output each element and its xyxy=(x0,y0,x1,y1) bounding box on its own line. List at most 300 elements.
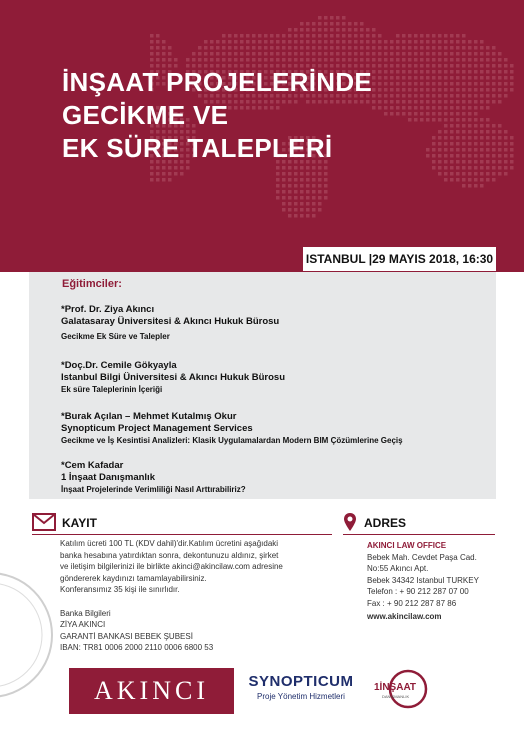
trainer-entry xyxy=(61,411,403,447)
map-dot xyxy=(480,148,484,152)
title-line-1: İNŞAAT PROJELERİNDE xyxy=(62,67,373,97)
map-dot xyxy=(450,34,454,38)
map-dot xyxy=(324,178,328,182)
map-dot xyxy=(468,142,472,146)
map-dot xyxy=(438,52,442,56)
map-dot xyxy=(342,28,346,32)
map-dot xyxy=(504,142,508,146)
map-dot xyxy=(468,58,472,62)
map-dot xyxy=(480,124,484,128)
trainer-name: *Doç.Dr. Cemile Gökyayla xyxy=(61,360,177,371)
map-dot xyxy=(288,196,292,200)
map-dot xyxy=(426,58,430,62)
map-dot xyxy=(384,52,388,56)
map-dot xyxy=(378,58,382,62)
map-dot xyxy=(282,40,286,44)
map-dot xyxy=(336,16,340,20)
map-dot xyxy=(462,130,466,134)
map-dot xyxy=(498,64,502,68)
map-dot xyxy=(342,40,346,44)
map-dot xyxy=(312,52,316,56)
map-dot xyxy=(324,58,328,62)
map-dot xyxy=(462,124,466,128)
map-dot xyxy=(306,190,310,194)
registration-line: Katılım ücreti 100 TL (KDV dahil)'dir.Katılım ücretini aşağıdaki xyxy=(60,539,279,548)
map-dot xyxy=(258,46,262,50)
map-dot xyxy=(300,190,304,194)
map-dot xyxy=(228,40,232,44)
map-dot xyxy=(324,22,328,26)
map-dot xyxy=(408,106,412,110)
map-dot xyxy=(486,94,490,98)
map-dot xyxy=(372,28,376,32)
map-dot xyxy=(318,184,322,188)
map-dot xyxy=(318,196,322,200)
website-link[interactable]: www.akincilaw.com xyxy=(367,612,442,621)
map-dot xyxy=(480,106,484,110)
map-dot xyxy=(300,40,304,44)
map-dot xyxy=(168,52,172,56)
map-dot xyxy=(450,82,454,86)
trainer-institution: Synopticum Project Management Services xyxy=(61,423,253,434)
map-dot xyxy=(480,52,484,56)
map-dot xyxy=(342,52,346,56)
map-dot xyxy=(402,88,406,92)
map-dot xyxy=(414,70,418,74)
title-line-3: EK SÜRE TALEPLERİ xyxy=(62,133,333,163)
map-dot xyxy=(480,184,484,188)
map-dot xyxy=(360,58,364,62)
map-dot xyxy=(384,58,388,62)
map-dot xyxy=(426,88,430,92)
insaat-logo-subtitle: DANIŞMANLIK xyxy=(382,694,410,699)
map-dot xyxy=(510,70,514,74)
map-dot xyxy=(312,172,316,176)
map-dot xyxy=(462,166,466,170)
map-dot xyxy=(408,34,412,38)
map-dot xyxy=(438,148,442,152)
map-dot xyxy=(438,46,442,50)
trainer-entry xyxy=(61,360,285,396)
map-dot xyxy=(504,130,508,134)
map-dot xyxy=(222,46,226,50)
map-dot xyxy=(480,154,484,158)
map-dot xyxy=(510,64,514,68)
map-dot xyxy=(408,112,412,116)
map-dot xyxy=(420,52,424,56)
map-dot xyxy=(354,28,358,32)
map-dot xyxy=(360,28,364,32)
map-dot xyxy=(246,34,250,38)
map-dot xyxy=(318,34,322,38)
map-dot xyxy=(456,124,460,128)
map-dot xyxy=(432,70,436,74)
map-dot xyxy=(378,46,382,50)
map-dot xyxy=(432,154,436,158)
map-dot xyxy=(468,76,472,80)
map-dot xyxy=(402,94,406,98)
map-dot xyxy=(438,64,442,68)
map-dot xyxy=(420,76,424,80)
map-dot xyxy=(264,46,268,50)
map-dot xyxy=(498,130,502,134)
title-line-2: GECİKME VE xyxy=(62,100,229,130)
map-dot xyxy=(450,172,454,176)
map-dot xyxy=(300,46,304,50)
map-dot xyxy=(492,148,496,152)
map-dot xyxy=(246,46,250,50)
map-dot xyxy=(450,130,454,134)
map-dot xyxy=(498,94,502,98)
map-dot xyxy=(402,34,406,38)
map-dot xyxy=(438,94,442,98)
map-dot xyxy=(330,22,334,26)
address-heading: ADRES xyxy=(364,516,407,530)
map-dot xyxy=(204,58,208,62)
map-dot xyxy=(360,46,364,50)
map-dot xyxy=(210,58,214,62)
map-dot xyxy=(486,52,490,56)
map-dot xyxy=(306,196,310,200)
map-dot xyxy=(294,184,298,188)
map-dot xyxy=(306,166,310,170)
map-dot xyxy=(300,184,304,188)
map-dot xyxy=(480,58,484,62)
map-dot xyxy=(318,28,322,32)
map-dot xyxy=(150,40,154,44)
map-dot xyxy=(486,166,490,170)
map-dot xyxy=(300,202,304,206)
map-dot xyxy=(480,40,484,44)
map-dot xyxy=(432,106,436,110)
map-dot xyxy=(438,160,442,164)
map-dot xyxy=(306,28,310,32)
map-dot xyxy=(348,52,352,56)
map-dot xyxy=(474,100,478,104)
trainer-topic: Ek süre Taleplerinin İçeriği xyxy=(61,385,163,394)
map-dot xyxy=(468,70,472,74)
map-dot xyxy=(414,52,418,56)
map-dot xyxy=(456,172,460,176)
map-dot xyxy=(480,136,484,140)
map-dot xyxy=(486,124,490,128)
map-dot xyxy=(444,34,448,38)
map-dot xyxy=(450,70,454,74)
map-dot xyxy=(432,76,436,80)
map-dot xyxy=(288,46,292,50)
map-dot xyxy=(198,46,202,50)
map-dot xyxy=(294,46,298,50)
map-dot xyxy=(474,70,478,74)
map-dot xyxy=(480,166,484,170)
map-dot xyxy=(456,34,460,38)
map-dot xyxy=(438,112,442,116)
map-dot xyxy=(510,88,514,92)
map-dot xyxy=(498,124,502,128)
map-dot xyxy=(402,82,406,86)
map-dot xyxy=(486,154,490,158)
map-dot xyxy=(474,148,478,152)
akinci-logo: AKINCI xyxy=(69,668,234,714)
map-dot xyxy=(288,208,292,212)
map-dot xyxy=(462,64,466,68)
map-dot xyxy=(468,46,472,50)
map-dot xyxy=(246,58,250,62)
map-dot xyxy=(270,40,274,44)
map-dot xyxy=(450,52,454,56)
map-dot xyxy=(450,124,454,128)
map-dot xyxy=(216,52,220,56)
map-dot xyxy=(426,40,430,44)
map-dot xyxy=(474,160,478,164)
map-dot xyxy=(432,142,436,146)
map-dot xyxy=(456,118,460,122)
map-dot xyxy=(240,40,244,44)
map-dot xyxy=(450,40,454,44)
map-dot xyxy=(306,34,310,38)
map-dot xyxy=(420,94,424,98)
map-dot xyxy=(432,88,436,92)
map-dot xyxy=(426,112,430,116)
registration-line: ve iletişim bilgilerinizi ile birlikte akinci@akincilaw.com adresine xyxy=(60,562,283,571)
map-dot xyxy=(198,58,202,62)
map-dot xyxy=(234,34,238,38)
map-dot xyxy=(270,58,274,62)
map-dot xyxy=(156,40,160,44)
event-date: ISTANBUL |29 MAYIS 2018, 16:30 xyxy=(303,247,496,271)
map-dot xyxy=(438,142,442,146)
map-dot xyxy=(312,184,316,188)
map-dot xyxy=(414,106,418,110)
map-dot xyxy=(192,52,196,56)
map-dot xyxy=(408,82,412,86)
map-dot xyxy=(294,166,298,170)
location-pin-icon xyxy=(343,512,357,532)
map-dot xyxy=(468,184,472,188)
map-dot xyxy=(228,58,232,62)
map-dot xyxy=(390,40,394,44)
map-dot xyxy=(486,70,490,74)
map-dot xyxy=(432,64,436,68)
map-dot xyxy=(168,172,172,176)
map-dot xyxy=(276,58,280,62)
map-dot xyxy=(462,82,466,86)
map-dot xyxy=(390,70,394,74)
map-dot xyxy=(222,52,226,56)
map-dot xyxy=(360,34,364,38)
map-dot xyxy=(246,52,250,56)
map-dot xyxy=(252,34,256,38)
map-dot xyxy=(510,154,514,158)
map-dot xyxy=(354,40,358,44)
map-dot xyxy=(402,46,406,50)
map-dot xyxy=(234,58,238,62)
map-dot xyxy=(390,106,394,110)
map-dot xyxy=(294,214,298,218)
map-dot xyxy=(456,82,460,86)
map-dot xyxy=(408,70,412,74)
map-dot xyxy=(468,112,472,116)
map-dot xyxy=(450,112,454,116)
map-dot xyxy=(276,196,280,200)
trainers-panel xyxy=(29,272,496,499)
map-dot xyxy=(480,118,484,122)
map-dot xyxy=(336,52,340,56)
map-dot xyxy=(318,52,322,56)
map-dot xyxy=(510,148,514,152)
map-dot xyxy=(444,76,448,80)
map-dot xyxy=(432,136,436,140)
map-dot xyxy=(402,40,406,44)
map-dot xyxy=(444,106,448,110)
map-dot xyxy=(384,82,388,86)
map-dot xyxy=(156,166,160,170)
map-dot xyxy=(336,46,340,50)
map-dot xyxy=(450,46,454,50)
map-dot xyxy=(462,112,466,116)
map-dot xyxy=(168,166,172,170)
map-dot xyxy=(336,58,340,62)
map-dot xyxy=(228,52,232,56)
map-dot xyxy=(252,46,256,50)
map-dot xyxy=(408,88,412,92)
map-dot xyxy=(450,118,454,122)
map-dot xyxy=(348,34,352,38)
map-dot xyxy=(294,190,298,194)
map-dot xyxy=(312,208,316,212)
address-block xyxy=(367,540,507,623)
map-dot xyxy=(504,94,508,98)
map-dot xyxy=(420,118,424,122)
map-dot xyxy=(456,76,460,80)
map-dot xyxy=(396,100,400,104)
map-dot xyxy=(318,172,322,176)
map-dot xyxy=(366,34,370,38)
map-dot xyxy=(318,166,322,170)
map-dot xyxy=(468,40,472,44)
map-dot xyxy=(450,58,454,62)
map-dot xyxy=(306,52,310,56)
map-dot xyxy=(264,58,268,62)
map-dot xyxy=(348,46,352,50)
map-dot xyxy=(360,40,364,44)
map-dot xyxy=(294,178,298,182)
map-dot xyxy=(276,178,280,182)
map-dot xyxy=(366,28,370,32)
map-dot xyxy=(450,136,454,140)
map-dot xyxy=(288,34,292,38)
map-dot xyxy=(174,58,178,62)
map-dot xyxy=(444,100,448,104)
map-dot xyxy=(372,58,376,62)
map-dot xyxy=(456,178,460,182)
map-dot xyxy=(396,76,400,80)
map-dot xyxy=(324,52,328,56)
map-dot xyxy=(390,46,394,50)
map-dot xyxy=(498,136,502,140)
map-dot xyxy=(162,40,166,44)
map-dot xyxy=(432,112,436,116)
map-dot xyxy=(444,148,448,152)
map-dot xyxy=(198,52,202,56)
map-dot xyxy=(480,142,484,146)
map-dot xyxy=(156,46,160,50)
map-dot xyxy=(312,40,316,44)
map-dot xyxy=(258,58,262,62)
hero-banner xyxy=(0,0,524,272)
registration-line: banka hesabına yatırdıktan sonra, dekontunuzu aldınız, şirket xyxy=(60,550,279,560)
map-dot xyxy=(372,76,376,80)
map-dot xyxy=(306,46,310,50)
map-dot xyxy=(462,40,466,44)
map-dot xyxy=(414,94,418,98)
map-dot xyxy=(270,46,274,50)
map-dot xyxy=(420,106,424,110)
map-dot xyxy=(162,58,166,62)
map-dot xyxy=(288,178,292,182)
map-dot xyxy=(420,64,424,68)
map-dot xyxy=(486,76,490,80)
map-dot xyxy=(246,40,250,44)
map-dot xyxy=(402,106,406,110)
map-dot xyxy=(462,142,466,146)
map-dot xyxy=(288,52,292,56)
map-dot xyxy=(234,46,238,50)
trainers-heading: Eğitimciler: xyxy=(62,278,122,290)
map-dot xyxy=(474,76,478,80)
map-dot xyxy=(456,100,460,104)
map-dot xyxy=(318,40,322,44)
map-dot xyxy=(372,40,376,44)
map-dot xyxy=(504,160,508,164)
map-dot xyxy=(492,136,496,140)
map-dot xyxy=(378,64,382,68)
map-dot xyxy=(456,46,460,50)
map-dot xyxy=(372,34,376,38)
map-dot xyxy=(474,124,478,128)
map-dot xyxy=(462,172,466,176)
map-dot xyxy=(288,214,292,218)
map-dot xyxy=(492,154,496,158)
map-dot xyxy=(492,130,496,134)
map-dot xyxy=(396,64,400,68)
map-dot xyxy=(432,52,436,56)
map-dot xyxy=(450,148,454,152)
map-dot xyxy=(312,46,316,50)
map-dot xyxy=(150,172,154,176)
map-dot xyxy=(324,190,328,194)
map-dot xyxy=(318,190,322,194)
map-dot xyxy=(456,112,460,116)
map-dot xyxy=(486,160,490,164)
map-dot xyxy=(396,52,400,56)
map-dot xyxy=(486,130,490,134)
map-dot xyxy=(432,40,436,44)
map-dot xyxy=(444,178,448,182)
map-dot xyxy=(414,88,418,92)
map-dot xyxy=(498,154,502,158)
map-dot xyxy=(438,118,442,122)
map-dot xyxy=(162,52,166,56)
map-dot xyxy=(474,154,478,158)
map-dot xyxy=(276,34,280,38)
map-dot xyxy=(498,142,502,146)
map-dot xyxy=(294,34,298,38)
map-dot xyxy=(414,76,418,80)
map-dot xyxy=(474,136,478,140)
map-dot xyxy=(480,46,484,50)
map-dot xyxy=(378,100,382,104)
